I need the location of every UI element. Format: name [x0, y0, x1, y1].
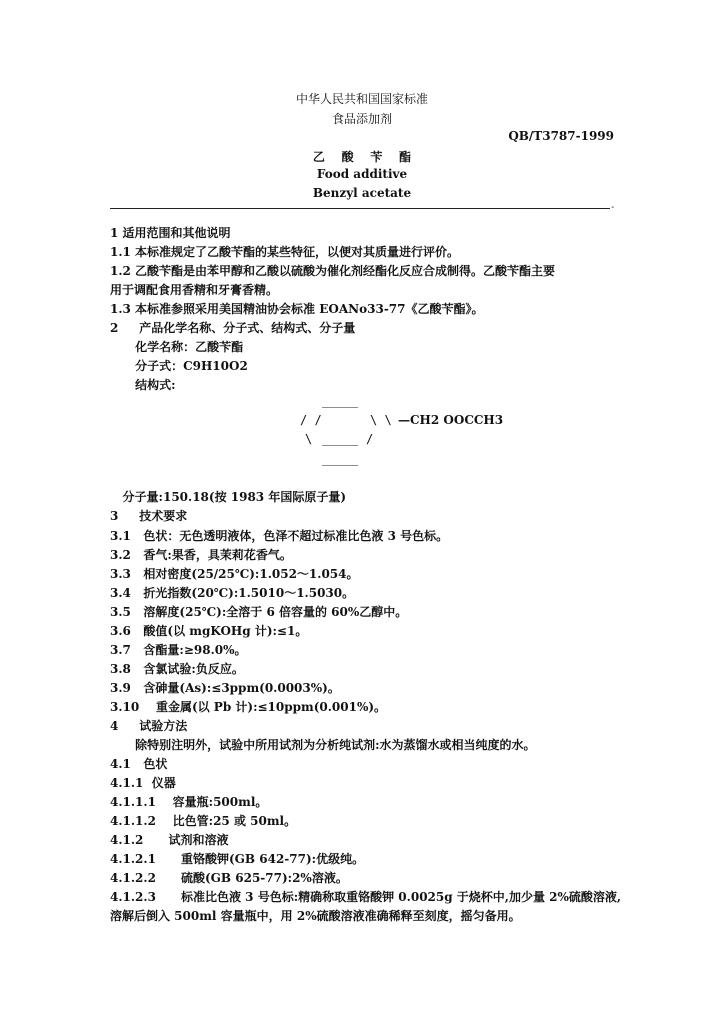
standard-code: QB/T3787-1999	[508, 129, 614, 143]
title-english-line2: Benzyl acetate	[312, 186, 412, 200]
clause-4-1-1-1: 4.1.1.1 容量瓶:500ml。	[110, 795, 268, 809]
clause-1-1: 1.1 本标准规定了乙酸苄酯的某些特征，以便对其质量进行评价。	[110, 245, 460, 259]
clause-4-1-2-3-cont: 溶解后倒入 500ml 容量瓶中，用 2%硫酸溶液准确稀释至刻度，摇匀备用。	[110, 909, 521, 923]
molecular-weight: 分子量:150.18(按 1983 年国际原子量)	[110, 490, 346, 504]
clause-4-1-2: 4.1.2 试剂和溶液	[110, 833, 229, 847]
ring-base-line: _____	[322, 452, 359, 466]
header-divider	[110, 208, 610, 209]
clause-3-3: 3.3 相对密度(25/25℃):1.052～1.054。	[110, 567, 359, 581]
structure-label: 结构式:	[110, 378, 176, 392]
section-4-heading: 4 试验方法	[110, 719, 188, 733]
clause-3-1: 3.1 色状：无色透明液体，色泽不超过标准比色液 3 号色标。	[110, 529, 449, 543]
clause-4-1-1-2: 4.1.1.2 比色管:25 或 50ml。	[110, 814, 297, 828]
clause-4-1-2-1: 4.1.2.1 重铬酸钾(GB 642-77):优级纯。	[110, 852, 365, 866]
clause-3-10: 3.10 重金属(以 Pb 计):≤10ppm(0.001%)。	[110, 700, 387, 714]
ring-top-line: _____	[322, 394, 359, 408]
chemical-name: 化学名称：乙酸苄酯	[110, 340, 244, 354]
section-1-heading: 1 适用范围和其他说明	[110, 226, 231, 240]
clause-3-4: 3.4 折光指数(20℃):1.5010～1.5030。	[110, 586, 355, 600]
ring-right-bonds: \ \	[370, 413, 392, 427]
title-english-line1: Food additive	[316, 167, 408, 181]
ring-lower-right-bond: /	[366, 432, 374, 446]
clause-4-1-2-3: 4.1.2.3 标准比色液 3 号色标:精确称取重铬酸钾 0.0025g 于烧杯中,加少量 2%硫酸溶液,	[110, 890, 622, 904]
molecular-formula: 分子式：C9H10O2	[110, 359, 248, 373]
clause-3-8: 3.8 含氯试验:负反应。	[110, 662, 244, 676]
clause-1-2-cont: 用于调配食用香精和牙膏香精。	[110, 283, 279, 297]
clause-1-3: 1.3 本标准参照采用美国精油协会标准 EOANo33-77《乙酸苄酯》。	[110, 302, 484, 316]
section-4-intro: 除特别注明外，试验中所用试剂为分析纯试剂:水为蒸馏水或相当纯度的水。	[110, 738, 536, 752]
title-chinese: 乙 酸 苄 酯	[312, 150, 412, 164]
ring-lower-left-bond: \	[305, 432, 313, 446]
section-3-heading: 3 技术要求	[110, 509, 188, 523]
ring-lower-line: _____	[322, 432, 359, 446]
divider-mark: -	[611, 202, 615, 213]
clause-4-1-1: 4.1.1 仪器	[110, 776, 176, 790]
clause-4-1: 4.1 色状	[110, 757, 168, 771]
clause-3-5: 3.5 溶解度(25℃):全溶于 6 倍容量的 60%乙醇中。	[110, 605, 408, 619]
section-2-heading: 2 产品化学名称、分子式、结构式、分子量	[110, 321, 356, 335]
clause-3-9: 3.9 含砷量(As):≤3ppm(0.0003%)。	[110, 681, 340, 695]
standard-subtitle: 食品添加剂	[331, 112, 392, 126]
clause-1-2: 1.2 乙酸苄酯是由苯甲醇和乙酸以硫酸为催化剂经酯化反应合成制得。乙酸苄酯主要	[110, 264, 556, 278]
clause-3-7: 3.7 含酯量:≥98.0%。	[110, 643, 247, 657]
ring-left-bonds: / /	[300, 413, 322, 427]
clause-3-6: 3.6 酸值(以 mgKOHg 计):≤1。	[110, 624, 308, 638]
substituent-group: —CH2 OOCCH3	[398, 413, 504, 427]
standard-title: 中华人民共和国国家标准	[295, 92, 428, 106]
clause-4-1-2-2: 4.1.2.2 硫酸(GB 625-77):2%溶液。	[110, 871, 348, 885]
clause-3-2: 3.2 香气:果香，具茉莉花香气。	[110, 548, 292, 562]
